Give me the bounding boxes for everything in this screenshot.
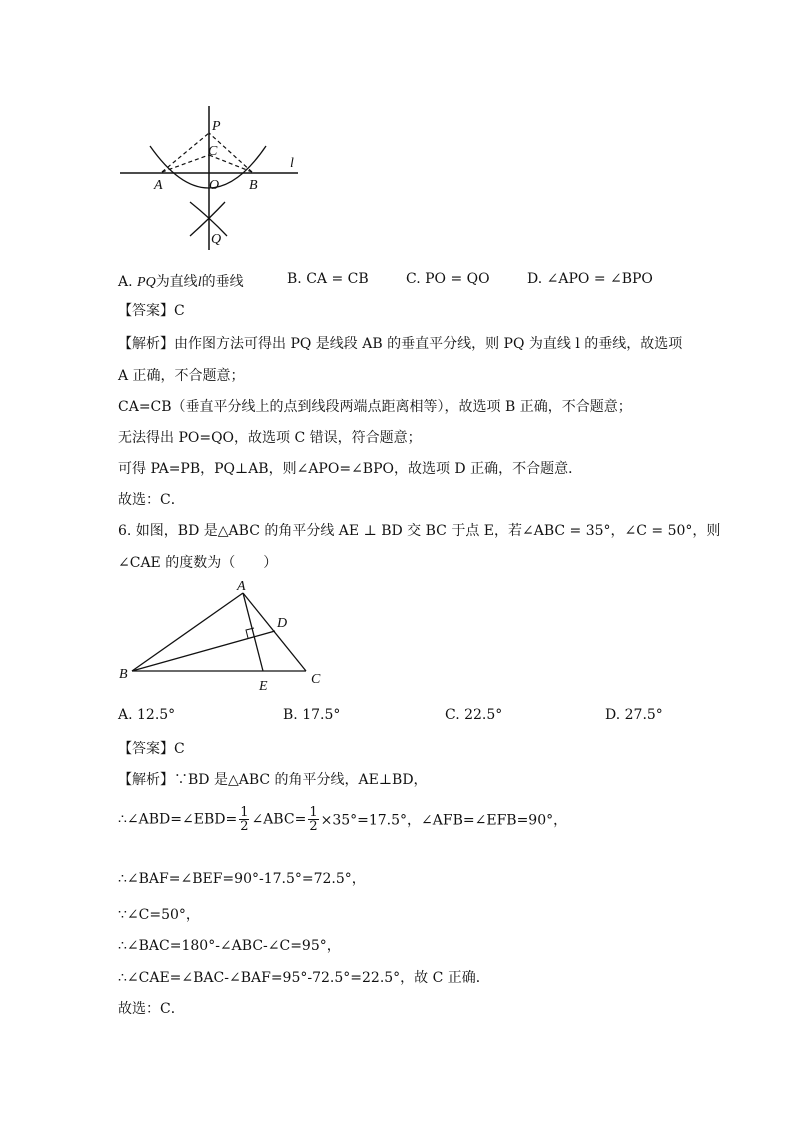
q5-option-b: B. CA = CB: [287, 271, 369, 287]
q6-option-c: C. 22.5°: [445, 707, 503, 723]
q5-analysis-line-5: 可得 PA=PB，PQ⊥AB，则∠APO=∠BPO，故选项 D 正确，不合题意．: [118, 461, 583, 477]
q5-analysis-line-2: A 正确，不合题意；: [118, 368, 245, 384]
q6-analysis-line-2: ∴∠ABD=∠EBD= $\frac{1}{2}$ ∠ABC= $\frac{1}{2}$ ×35°=17.5°，∠AFB=∠EFB=90°，: [118, 805, 568, 834]
label-c2: C: [311, 672, 321, 687]
label-q: Q: [211, 232, 222, 247]
q5-analysis-line-4: 无法得出 PO=QO，故选项 C 错误，符合题意；: [118, 430, 422, 446]
q5-option-a: A. PQ为直线l的垂线: [118, 274, 244, 290]
q6-option-d: D. 27.5°: [605, 707, 663, 723]
q6-analysis-line-1: 【解析】∵BD 是△ABC 的角平分线，AE⊥BD，: [118, 772, 428, 788]
q5-analysis-line-6: 故选：C．: [118, 492, 185, 508]
q6-analysis-line-6: ∴∠CAE=∠BAC-∠BAF=95°-72.5°=22.5°，故 C 正确．: [118, 970, 490, 986]
label-a: A: [154, 178, 163, 193]
fraction-half: $\frac{1}{2}$: [240, 805, 249, 834]
side-ab: [132, 593, 243, 671]
label-e: E: [259, 679, 268, 694]
q5-figure: [110, 100, 310, 255]
q6-answer: 【答案】C: [118, 741, 185, 757]
label-p: P: [212, 119, 221, 134]
segment-bd: [132, 631, 275, 671]
label-l: l: [290, 156, 294, 171]
q6-analysis-line-4: ∵∠C=50°，: [118, 907, 200, 923]
q6-figure: [110, 575, 340, 695]
label-b: B: [249, 178, 258, 193]
dash-ac: [162, 155, 209, 172]
q6-analysis-line-3: ∴∠BAF=∠BEF=90°-17.5°=72.5°，: [118, 871, 366, 887]
label-d: D: [277, 616, 288, 631]
q6-stem-line-1: 6. 如图，BD 是△ABC 的角平分线 AE ⊥ BD 交 BC 于点 E，若∠ABC = 35°，∠C = 50°，则: [118, 523, 721, 539]
q6-analysis-line-5: ∴∠BAC=180°-∠ABC-∠C=95°，: [118, 938, 341, 954]
q5-option-d: D. ∠APO = ∠BPO: [527, 271, 653, 287]
label-c: C: [208, 144, 218, 159]
q5-answer: 【答案】C: [118, 303, 185, 319]
q6-analysis-line-7: 故选：C．: [118, 1001, 185, 1017]
label-b2: B: [119, 667, 128, 682]
dash-ap: [162, 133, 209, 172]
q5-analysis-line-1: 【解析】由作图方法可得出 PQ 是线段 AB 的垂直平分线，则 PQ 为直线 l 的垂线，故选项: [118, 336, 683, 352]
q6-option-a: A. 12.5°: [118, 707, 176, 723]
q6-option-b: B. 17.5°: [283, 707, 341, 723]
q6-stem-line-2: ∠CAE 的度数为（ ）: [118, 555, 278, 571]
q5-analysis-line-3: CA=CB（垂直平分线上的点到线段两端点距离相等），故选项 B 正确，不合题意；: [118, 399, 632, 415]
q5-option-c: C. PO = QO: [406, 271, 490, 287]
fraction-half-2: $\frac{1}{2}$: [309, 805, 318, 834]
label-a2: A: [237, 579, 246, 594]
label-o: O: [209, 178, 220, 193]
